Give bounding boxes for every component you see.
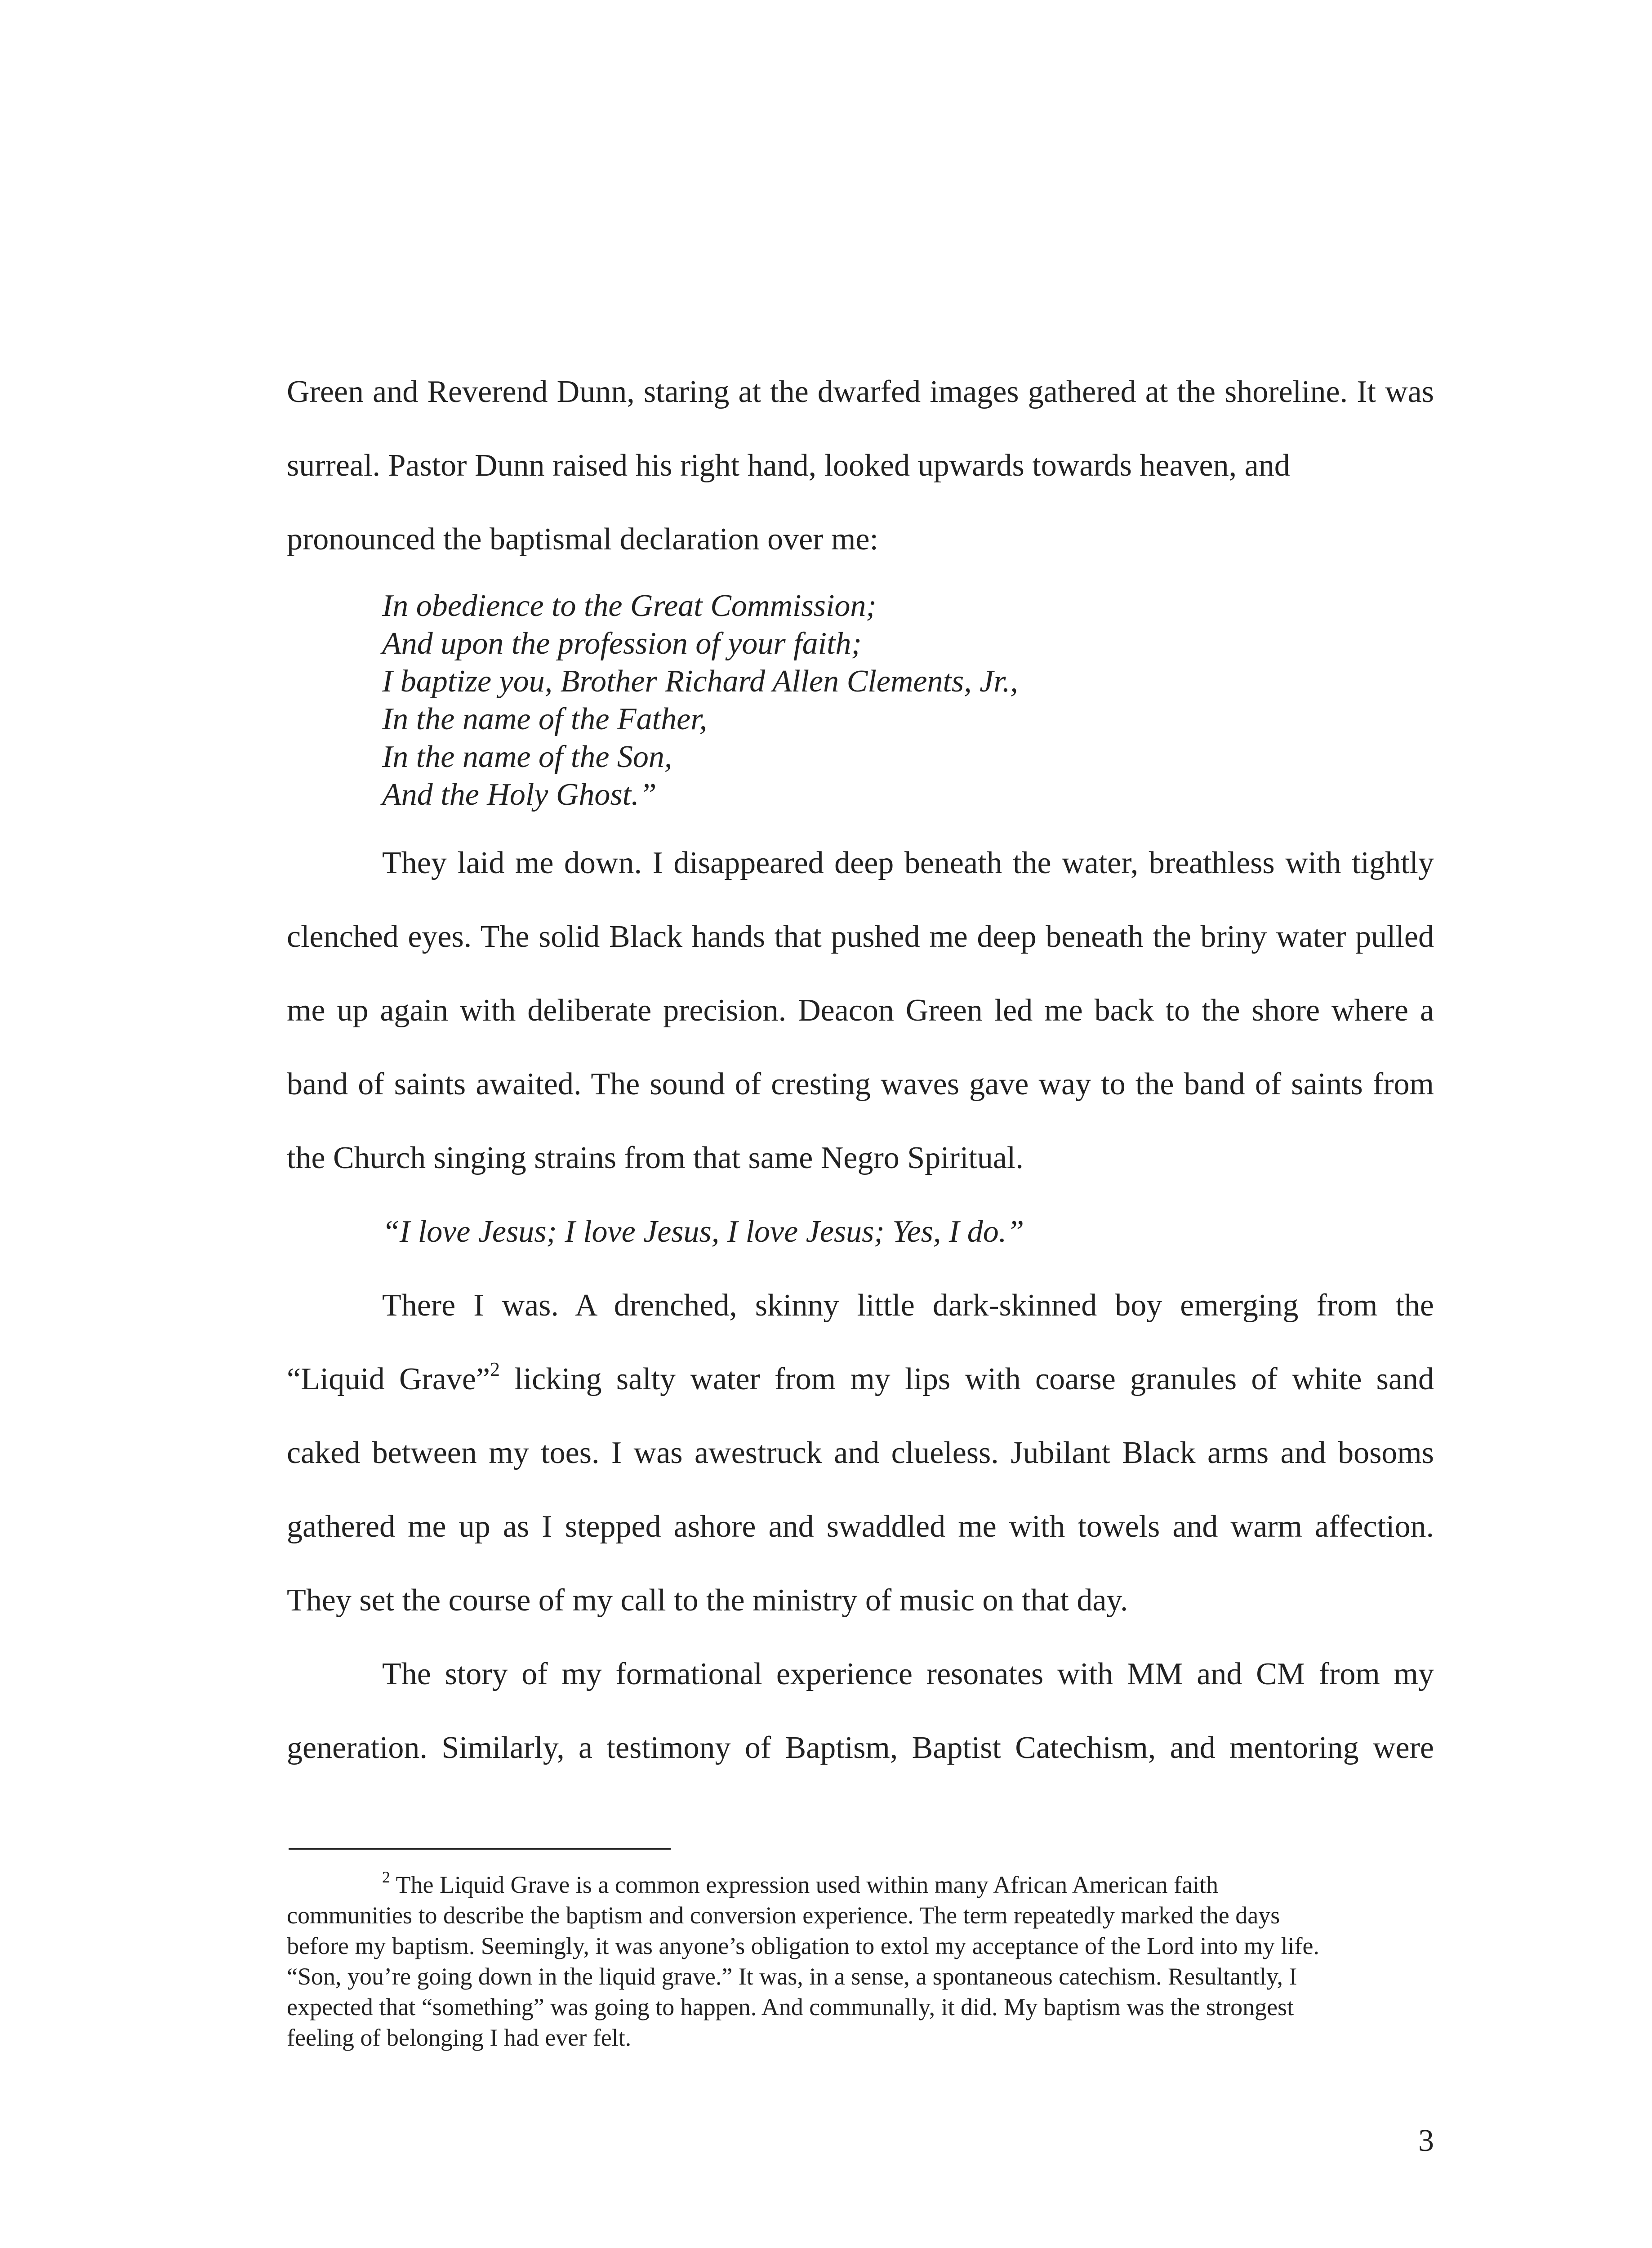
paragraph-line: They laid me down. I disappeared deep beneath the water, breathless with tightly <box>382 846 1434 880</box>
paragraph-line-continuation: licking salty water from my lips with coarse granules of white sand <box>500 1362 1434 1396</box>
footnote-line: “Son, you’re going down in the liquid grave.” It was, in a sense, a spontaneous catechism. Resultantly, I <box>287 1963 1297 1990</box>
paragraph-line: The story of my formational experience resonates with MM and CM from my <box>382 1657 1434 1691</box>
song-quote: “I love Jesus; I love Jesus, I love Jesus; Yes, I do.” <box>382 1214 1024 1249</box>
footnote-line: expected that “something” was going to happen. And communally, it did. My baptism was the strongest <box>287 1994 1294 2021</box>
paragraph-line: Green and Reverend Dunn, staring at the dwarfed images gathered at the shoreline. It was <box>287 375 1434 409</box>
paragraph-line: They set the course of my call to the ministry of music on that day. <box>287 1583 1128 1618</box>
blockquote-line: And the Holy Ghost.” <box>382 777 657 812</box>
blockquote-line: And upon the profession of your faith; <box>382 626 862 661</box>
paragraph-line: surreal. Pastor Dunn raised his right hand, looked upwards towards heaven, and <box>287 448 1290 483</box>
footnote-number: 2 <box>382 1868 390 1886</box>
footnote-line: before my baptism. Seemingly, it was anyone’s obligation to extol my acceptance of the Lord into my life. <box>287 1932 1319 1959</box>
paragraph-line: me up again with deliberate precision. Deacon Green led me back to the shore where a <box>287 993 1434 1028</box>
blockquote-line: In the name of the Son, <box>382 740 672 774</box>
paragraph-line: clenched eyes. The solid Black hands that pushed me deep beneath the briny water pulled <box>287 919 1434 954</box>
footnote-line: communities to describe the baptism and conversion experience. The term repeatedly marked the days <box>287 1902 1280 1929</box>
paragraph-line: gathered me up as I stepped ashore and swaddled me with towels and warm affection. <box>287 1509 1434 1544</box>
body-text <box>287 355 1434 1785</box>
baptismal-declaration-blockquote <box>287 587 1434 814</box>
footnote-reference[interactable]: 2 <box>490 1358 500 1380</box>
footnote-line: feeling of belonging I had ever felt. <box>287 2024 632 2051</box>
page-number: 3 <box>1418 2123 1434 2158</box>
blockquote-line: I baptize you, Brother Richard Allen Clements, Jr., <box>382 664 1018 699</box>
paragraph-line: There I was. A drenched, skinny little dark-skinned boy emerging from the <box>382 1288 1434 1323</box>
paragraph-line: caked between my toes. I was awestruck and clueless. Jubilant Black arms and bosoms <box>287 1436 1434 1470</box>
footnote-text: The Liquid Grave is a common expression used within many African American faith <box>390 1871 1219 1898</box>
blockquote-line: In the name of the Father, <box>382 702 708 736</box>
paragraph-line: generation. Similarly, a testimony of Baptism, Baptist Catechism, and mentoring were <box>287 1731 1434 1765</box>
paragraph-line: the Church singing strains from that same Negro Spiritual. <box>287 1141 1024 1175</box>
liquid-grave-phrase: “Liquid Grave” <box>287 1362 490 1396</box>
footnote-line <box>287 1869 1434 1900</box>
paragraph-line: band of saints awaited. The sound of cresting waves gave way to the band of saints from <box>287 1067 1434 1102</box>
blockquote-line: In obedience to the Great Commission; <box>382 589 877 623</box>
paragraph-line: pronounced the baptismal declaration over me: <box>287 522 878 557</box>
footnote <box>287 1869 1434 2053</box>
paragraph-line <box>287 1343 1434 1416</box>
footnote-separator <box>289 1848 671 1850</box>
